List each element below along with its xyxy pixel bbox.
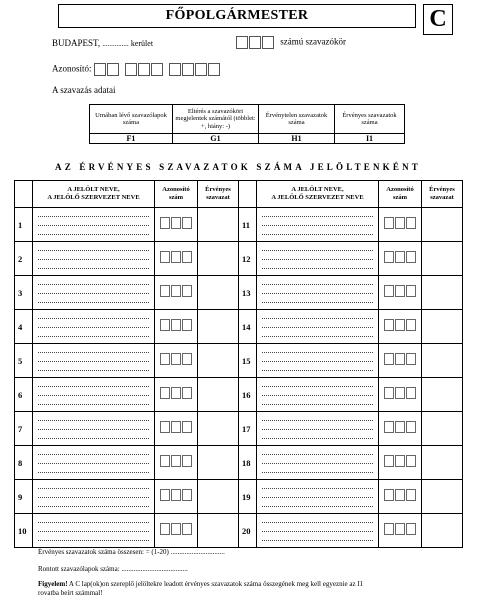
spoiled-ballots-line: Rontott szavazólapok száma: ...................................... — [38, 565, 188, 573]
row-number: 1 — [15, 208, 33, 242]
row-number: 16 — [239, 378, 257, 412]
candidate-name-field[interactable] — [257, 378, 379, 412]
candidate-row — [15, 514, 463, 548]
code-f1: F1 — [90, 134, 173, 144]
candidate-id-boxes[interactable] — [379, 310, 422, 344]
candidate-row — [15, 480, 463, 514]
warning-text-2: rovatba beírt számmal! — [38, 589, 103, 598]
candidate-name-field[interactable] — [33, 480, 155, 514]
candidate-name-field[interactable] — [257, 412, 379, 446]
valid-votes-field[interactable] — [198, 378, 239, 412]
row-number: 19 — [239, 480, 257, 514]
candidate-name-field[interactable] — [33, 344, 155, 378]
candidate-row — [15, 208, 463, 242]
identifier-label: Azonosító: — [52, 63, 92, 74]
col-header-name-right: A JELÖLT NEVE, A JELÖLŐ SZERVEZET NEVE — [257, 181, 379, 208]
row-number: 14 — [239, 310, 257, 344]
row-number: 5 — [15, 344, 33, 378]
col-header-votes-left: Érvényes szavazat — [198, 181, 239, 208]
valid-votes-field[interactable] — [198, 412, 239, 446]
candidate-id-boxes[interactable] — [379, 412, 422, 446]
candidate-row — [15, 446, 463, 480]
col-difference: Eltérés a szavazóköri megjelentek számától (többlet: +, hiány: -) — [173, 105, 259, 134]
col-invalid-votes: Érvénytelen szavazatok száma — [259, 105, 335, 134]
code-h1: H1 — [259, 134, 335, 144]
candidates-table — [14, 180, 463, 548]
candidate-name-field[interactable] — [257, 208, 379, 242]
identifier-boxes-2[interactable] — [125, 63, 163, 76]
col-header-name-left: A JELÖLT NEVE, A JELÖLŐ SZERVEZET NEVE — [33, 181, 155, 208]
candidate-name-field[interactable] — [33, 378, 155, 412]
valid-votes-field[interactable] — [198, 514, 239, 548]
row-number: 3 — [15, 276, 33, 310]
row-number: 6 — [15, 378, 33, 412]
precinct-label: számú szavazókör — [280, 36, 346, 47]
valid-votes-field[interactable] — [198, 208, 239, 242]
candidate-name-field[interactable] — [257, 514, 379, 548]
candidate-id-boxes[interactable] — [155, 514, 198, 548]
candidate-name-field[interactable] — [33, 412, 155, 446]
candidate-id-boxes[interactable] — [155, 242, 198, 276]
col-header-votes-right: Érvényes szavazat — [422, 181, 463, 208]
row-number: 20 — [239, 514, 257, 548]
candidate-name-field[interactable] — [33, 276, 155, 310]
voting-data-label: A szavazás adatai — [52, 85, 116, 95]
form-letter-badge: C — [423, 4, 453, 35]
col-valid-votes: Érvényes szavazatok száma — [335, 105, 405, 134]
candidate-id-boxes[interactable] — [155, 378, 198, 412]
identifier-row — [52, 63, 224, 76]
candidate-name-field[interactable] — [33, 514, 155, 548]
voting-data-table — [89, 104, 405, 144]
candidate-name-field[interactable] — [33, 446, 155, 480]
valid-votes-field[interactable] — [422, 480, 463, 514]
row-number: 15 — [239, 344, 257, 378]
valid-votes-field[interactable] — [422, 242, 463, 276]
row-number: 8 — [15, 446, 33, 480]
candidate-row — [15, 412, 463, 446]
candidate-name-field[interactable] — [257, 276, 379, 310]
valid-votes-field[interactable] — [422, 446, 463, 480]
district-blank[interactable]: ............... — [102, 40, 129, 48]
code-i1: I1 — [335, 134, 405, 144]
candidate-name-field[interactable] — [257, 480, 379, 514]
candidate-id-boxes[interactable] — [155, 446, 198, 480]
valid-votes-field[interactable] — [198, 446, 239, 480]
row-number: 12 — [239, 242, 257, 276]
row-number: 18 — [239, 446, 257, 480]
candidate-name-field[interactable] — [257, 242, 379, 276]
candidate-id-boxes[interactable] — [379, 378, 422, 412]
candidate-id-boxes[interactable] — [379, 514, 422, 548]
candidate-name-field[interactable] — [33, 310, 155, 344]
row-number: 4 — [15, 310, 33, 344]
col-header-id-right: Azonosító szám — [379, 181, 422, 208]
valid-votes-field[interactable] — [422, 208, 463, 242]
candidate-id-boxes[interactable] — [379, 242, 422, 276]
candidate-id-boxes[interactable] — [379, 480, 422, 514]
precinct-field — [236, 36, 346, 49]
row-number: 10 — [15, 514, 33, 548]
candidate-id-boxes[interactable] — [155, 480, 198, 514]
warning-text: A C lap(ok)on szereplő jelöltekre leadott érvényes szavazatok száma összegének meg kell egyeznie az I1 — [67, 580, 364, 588]
candidate-name-field[interactable] — [257, 310, 379, 344]
valid-votes-field[interactable] — [198, 310, 239, 344]
identifier-boxes-3[interactable] — [169, 63, 220, 76]
code-g1: G1 — [173, 134, 259, 144]
form-title: FŐPOLGÁRMESTER — [58, 4, 416, 28]
candidate-name-field[interactable] — [33, 208, 155, 242]
valid-votes-field[interactable] — [198, 242, 239, 276]
row-number: 13 — [239, 276, 257, 310]
candidate-row — [15, 344, 463, 378]
candidate-row — [15, 310, 463, 344]
candidate-id-boxes[interactable] — [155, 276, 198, 310]
candidate-row — [15, 378, 463, 412]
valid-votes-field[interactable] — [422, 412, 463, 446]
valid-votes-field[interactable] — [198, 480, 239, 514]
valid-votes-field[interactable] — [422, 276, 463, 310]
valid-votes-field[interactable] — [198, 276, 239, 310]
candidate-id-boxes[interactable] — [155, 344, 198, 378]
col-ballots-in-urn: Urnában lévő szavazólapok száma — [90, 105, 173, 134]
identifier-boxes-1[interactable] — [94, 63, 119, 76]
candidate-id-boxes[interactable] — [379, 208, 422, 242]
candidate-id-boxes[interactable] — [379, 446, 422, 480]
candidate-row — [15, 242, 463, 276]
candidate-id-boxes[interactable] — [155, 412, 198, 446]
candidate-id-boxes[interactable] — [155, 208, 198, 242]
candidate-id-boxes[interactable] — [379, 276, 422, 310]
location-line — [52, 38, 153, 48]
row-number: 7 — [15, 412, 33, 446]
candidate-name-field[interactable] — [257, 446, 379, 480]
valid-votes-field[interactable] — [422, 310, 463, 344]
warning-bold: Figyelem! — [38, 580, 68, 588]
candidate-name-field[interactable] — [33, 242, 155, 276]
valid-votes-field[interactable] — [422, 344, 463, 378]
warning-note — [38, 580, 458, 599]
col-header-id-left: Azonosító szám — [155, 181, 198, 208]
precinct-number-boxes[interactable] — [236, 36, 274, 49]
valid-votes-field[interactable] — [422, 378, 463, 412]
candidate-id-boxes[interactable] — [379, 344, 422, 378]
candidate-row — [15, 276, 463, 310]
row-number: 2 — [15, 242, 33, 276]
city-label: BUDAPEST, — [52, 38, 101, 48]
row-number: 9 — [15, 480, 33, 514]
total-valid-votes-line: Érvényes szavazatok száma összesen: = (1-20) ............................... — [38, 548, 225, 556]
district-label: kerület — [130, 39, 154, 48]
candidate-name-field[interactable] — [257, 344, 379, 378]
candidates-heading: AZ ÉRVÉNYES SZAVAZATOK SZÁMA JELÖLTENKÉNT — [55, 162, 421, 172]
valid-votes-field[interactable] — [198, 344, 239, 378]
row-number: 17 — [239, 412, 257, 446]
valid-votes-field[interactable] — [422, 514, 463, 548]
row-number: 11 — [239, 208, 257, 242]
candidate-id-boxes[interactable] — [155, 310, 198, 344]
